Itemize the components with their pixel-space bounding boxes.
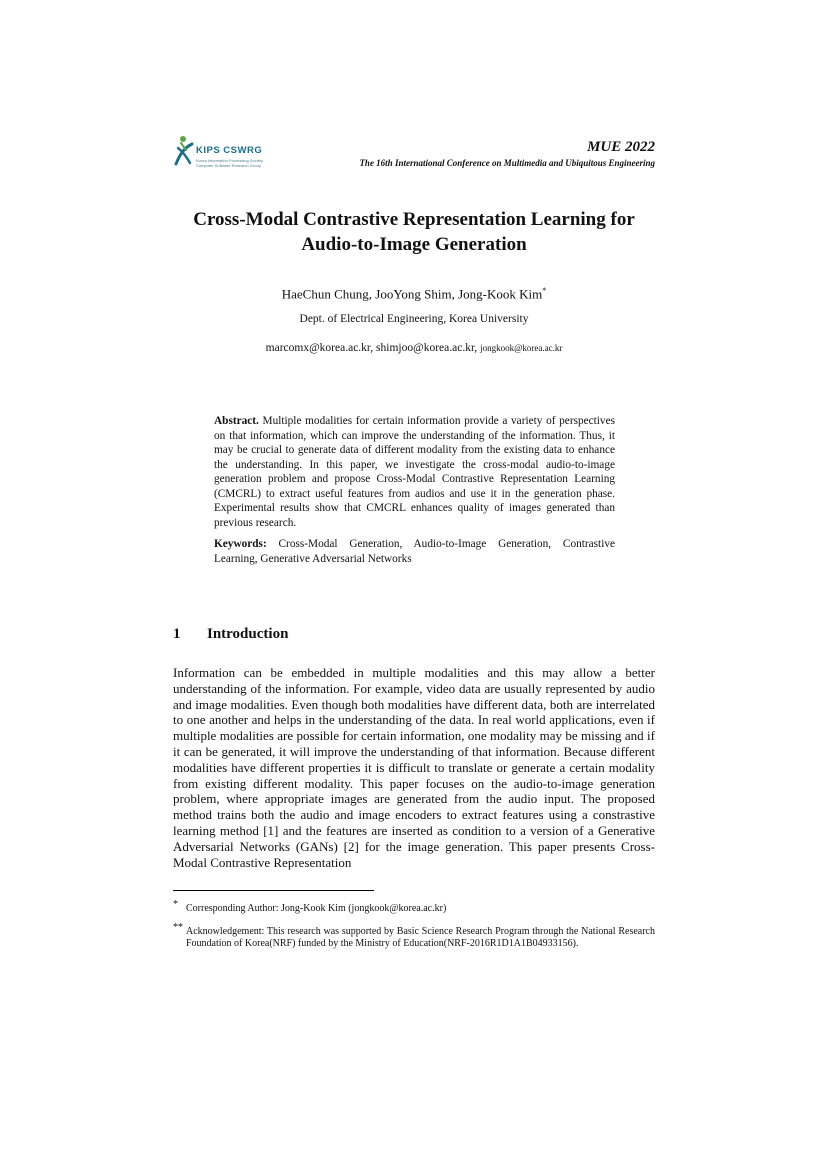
author-emails	[0, 342, 828, 354]
paper-title-line-2: Audio-to-Image Generation	[301, 234, 527, 255]
author-names: HaeChun Chung, JooYong Shim, Jong-Kook Kim	[281, 286, 543, 302]
footnote-acknowledgement	[173, 922, 655, 951]
logo-emblem-icon	[172, 134, 198, 166]
section-number: 1	[173, 626, 181, 642]
conference-full-name: The 16th International Conference on Multimedia and Ubiquitous Engineering	[359, 158, 655, 168]
affiliation: Dept. of Electrical Engineering, Korea University	[299, 313, 529, 325]
keywords	[214, 537, 615, 566]
keywords-label: Keywords:	[214, 538, 267, 550]
footnote-2-text: Acknowledgement: This research was supported by Basic Science Research Program through the National Research Foundation of Korea(NRF) funded by the Ministry of Education(NRF-2016R1D1A1B04933156).	[186, 926, 655, 950]
logo-subtitle-society: Korea Information Processing Society	[196, 158, 263, 163]
section-title: Introduction	[207, 626, 289, 642]
footnote-1-text: Corresponding Author: Jong-Kook Kim (jongkook@korea.ac.kr)	[186, 903, 447, 914]
corresponding-author-mark: *	[542, 286, 547, 295]
footnote-2-mark: **	[173, 922, 183, 933]
footnote-1-mark: *	[173, 899, 178, 910]
logo-subtitle-group: Computer Software Research Group	[196, 163, 261, 168]
keywords-text: Cross-Modal Generation, Audio-to-Image Generation, Contrastive Learning, Generative Adversarial Networks	[214, 538, 615, 565]
footnote-corresponding-author	[173, 899, 655, 915]
author-emails-main: marcomx@korea.ac.kr, shimjoo@korea.ac.kr,	[265, 342, 481, 354]
abstract-label: Abstract.	[214, 415, 259, 427]
paper-title	[0, 207, 828, 257]
introduction-body: Information can be embedded in multiple modalities and this may allow a better understanding of the information. For example, video data are usually represented by audio and image modalities. Even though both modalities have different data, both are interrelated to one another and helps in the understanding of the data. In real world applications, even if multiple modalities are possible for certain information, one modality may be missing and if it can be generated, it will improve the understanding of that information. Because different modalities have different properties it is difficult to translate or generate a certain modality from existing different modality. This paper focuses on the audio-to-image generation problem, where appropriate images are generated from the audio input. The proposed method trains both the audio and image encoders to extract features using a constrastive learning method [1] and the features are inserted as condition to a version of a Generative Adversarial Networks (GANs) [2] for the image generation. This paper presents Cross-Modal Contrastive Representation	[173, 665, 655, 870]
kips-cswrg-logo	[172, 134, 282, 168]
author-email-small: jongkook@korea.ac.kr	[480, 343, 563, 353]
abstract	[214, 414, 615, 530]
abstract-text: Multiple modalities for certain information provide a variety of perspectives on that information, which can improve the understanding of the information. Thus, it may be crucial to generate data of different modality from the existing data to enhance the understanding. In this paper, we investigate the cross-modal audio-to-image generation problem and propose Cross-Modal Contrastive Representation Learning (CMCRL) to extract useful features from audios and use it in the generation phase. Experimental results show that CMCRL enhances quality of images generated than previous research.	[214, 415, 615, 529]
paper-title-line-1: Cross-Modal Contrastive Representation Learning for	[193, 209, 635, 230]
author-list	[0, 286, 828, 302]
footnote-divider	[173, 890, 374, 891]
conference-short-name: MUE 2022	[587, 139, 655, 155]
logo-wordmark: KIPS CSWRG	[196, 145, 263, 156]
